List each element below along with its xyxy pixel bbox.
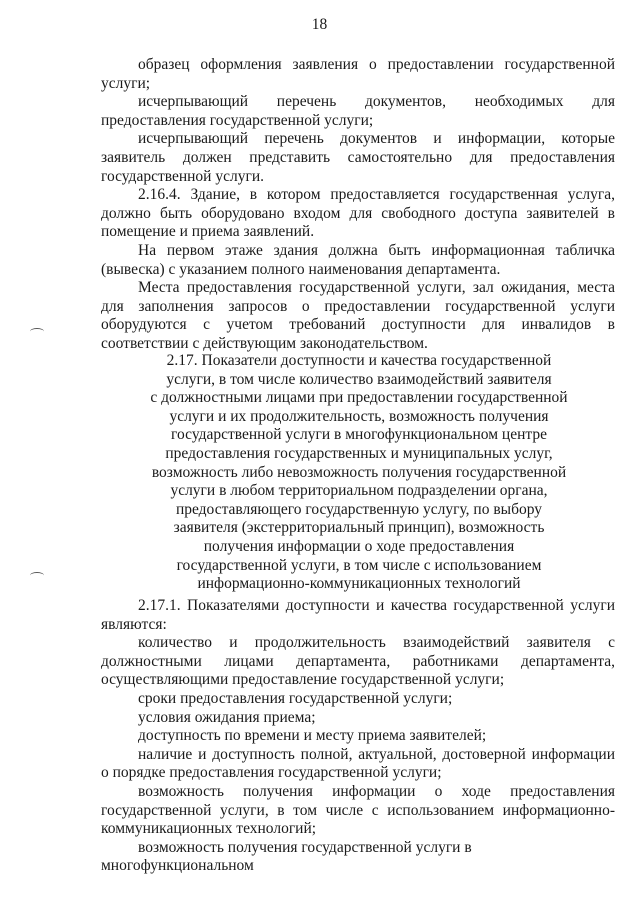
heading-line: возможность либо невозможность получения государственной [151,463,567,481]
paragraph: исчерпывающий перечень документов, необходимых для предоставления государственной услуги; [101,93,615,129]
heading-line: предоставляющего государственную услугу, по выбору [175,500,543,518]
heading-line: государственной услуги в многофункциональном центре [171,426,547,444]
paragraph: На первом этаже здания должна быть информационная табличка (вывеска) с указанием полного наименования департамента. [101,241,615,278]
paragraph: исчерпывающий перечень документов и информации, которые заявитель должен представить самостоятельно для предоставления государственной услуги. [101,130,615,185]
heading-line: услуги в любом территориальном подразделении органа, [170,482,548,500]
paragraph: Места предоставления государственной услуги, зал ожидания, места для заполнения запросов о предоставлении государственной услуги оборудуются с учетом требований доступности для инвалидов в соответствии с действующим законодательством. [101,279,615,352]
paragraph: сроки предоставления государственной услуги; [138,689,453,707]
heading-line: услуги, в том числе количество взаимодействий заявителя [166,370,552,388]
paragraph: 2.16.4. Здание, в котором предоставляется государственная услуга, должно быть оборудовано входом для свободного доступа заявителей в помещение и приема заявлений. [101,186,615,241]
heading-line: информационно-коммуникационных технологий [197,575,521,593]
paragraph: возможность получения государственной услуги в многофункциональном [101,838,472,875]
heading-line: услуги и их продолжительность, возможность получения [169,407,549,425]
paragraph: условия ожидания приема; [138,708,316,726]
page-number: 18 [311,16,328,33]
paragraph: количество и продолжительность взаимодействий заявителя с должностными лицами департамента, работниками департамента, осуществляющими предоставление государственной услуги; [101,634,615,689]
paragraph: доступность по времени и месту приема заявителей; [138,727,487,745]
binder-hole-mark [30,328,44,335]
bottom-text-block [101,597,615,876]
heading-line: государственной услуги, в том числе с использованием [176,556,542,574]
paragraph: образец оформления заявления о предоставлении государственной услуги; [101,56,615,92]
paragraph: возможность получения информации о ходе предоставления государственной услуги, в том числе с использованием информационно-коммуникационных технологий; [101,782,615,838]
heading-line: с должностными лицами при предоставлении государственной [150,389,568,407]
heading-line: предоставления государственных и муниципальных услуг, [165,444,553,462]
heading-line: 2.17. Показатели доступности и качества государственной [166,352,552,369]
paragraph: 2.17.1. Показателями доступности и качества государственной услуги являются: [101,597,615,633]
binder-hole-mark [30,572,44,579]
heading-line: получения информации о ходе предоставления [203,537,515,555]
top-text-block [101,56,615,354]
section-heading [120,352,598,594]
paragraph: наличие и доступность полной, актуальной, достоверной информации о порядке предоставления государственной услуги; [101,745,615,782]
heading-line: заявителя (экстерриториальный принцип), возможность [173,519,545,537]
